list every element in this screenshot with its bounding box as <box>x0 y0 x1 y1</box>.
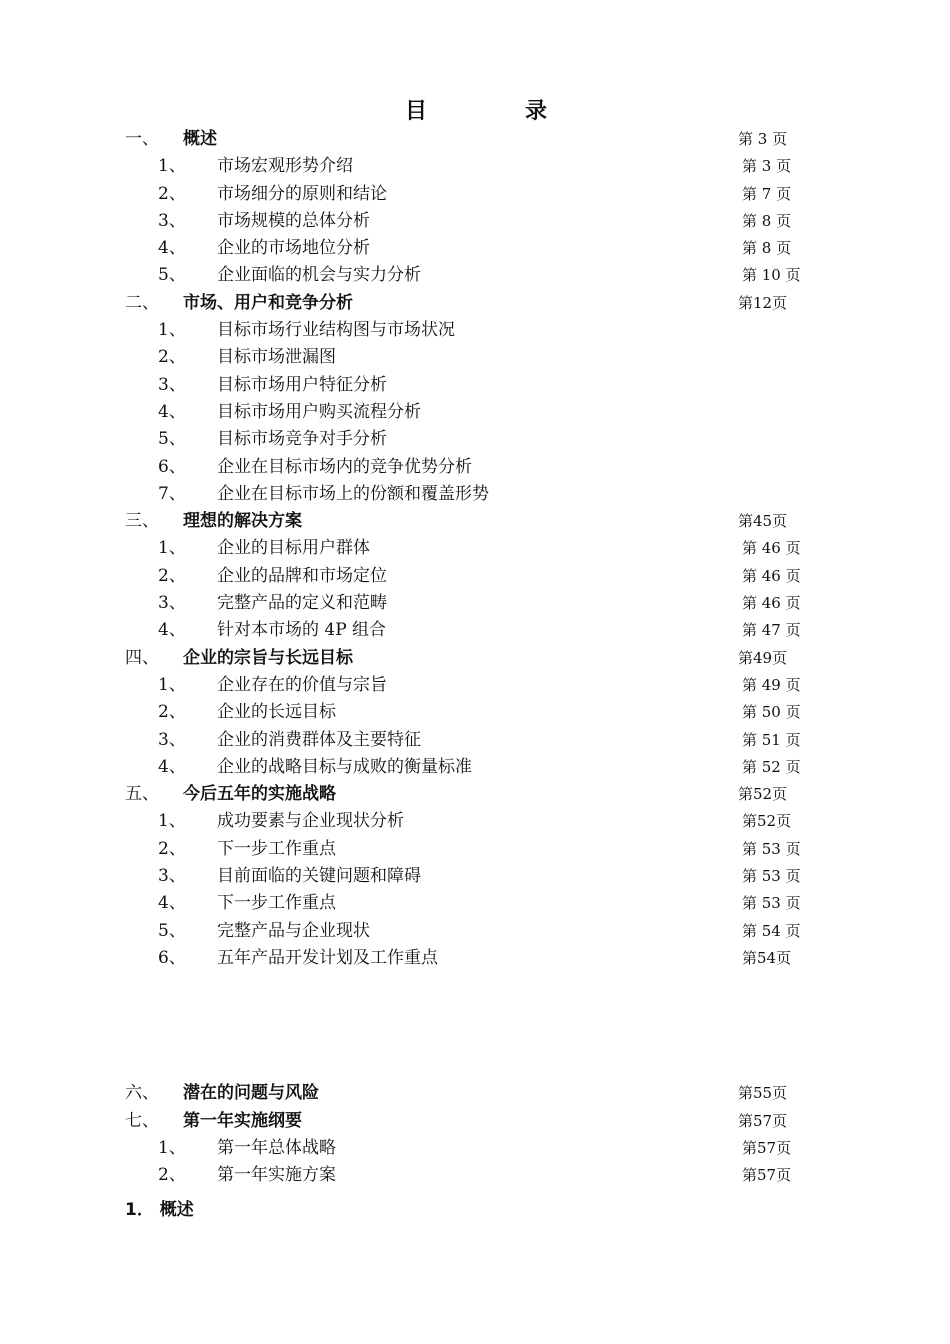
toc-entry-title: 市场宏观形势介绍 <box>217 156 353 177</box>
toc-entry-title: 第一年实施方案 <box>217 1165 336 1186</box>
toc-entry-number: 5、 <box>158 429 186 450</box>
toc-entry-number: 4、 <box>158 620 186 641</box>
toc-subsection-entry[interactable] <box>0 590 950 617</box>
toc-entry-page: 第 3 页 <box>738 130 788 148</box>
toc-entry-number: 1、 <box>158 156 186 177</box>
toc-entry-page: 第 7 页 <box>742 184 792 203</box>
toc-entry-page: 第12页 <box>738 293 788 312</box>
toc-entry-title: 企业的市场地位分析 <box>217 238 370 259</box>
toc-entry-number: 三、 <box>125 511 159 532</box>
toc-section-entry[interactable] <box>0 290 950 317</box>
toc-entry-page: 第 53 页 <box>742 894 801 913</box>
toc-entry-title: 企业在目标市场内的竞争优势分析 <box>217 456 472 477</box>
toc-entry-title: 企业面临的机会与实力分析 <box>217 265 421 286</box>
toc-entry-number: 3、 <box>158 729 186 750</box>
toc-entry-number: 2、 <box>158 347 186 368</box>
toc-entry-title: 理想的解决方案 <box>183 511 302 532</box>
toc-entry-page: 第 46 页 <box>742 539 801 558</box>
toc-subsection-entry[interactable] <box>0 836 950 863</box>
toc-entry-title: 概述 <box>183 129 217 149</box>
table-of-contents <box>0 126 950 1189</box>
toc-entry-title: 第一年总体战略 <box>217 1137 336 1158</box>
toc-entry-page: 第57页 <box>738 1111 788 1130</box>
toc-entry-number: 六、 <box>125 1083 159 1104</box>
toc-entry-number: 3、 <box>158 210 186 231</box>
toc-entry-title: 企业的品牌和市场定位 <box>217 565 387 586</box>
toc-subsection-entry[interactable] <box>0 399 950 426</box>
toc-subsection-entry[interactable] <box>0 153 950 180</box>
toc-subsection-entry[interactable] <box>0 1135 950 1162</box>
toc-entry-page: 第 46 页 <box>742 566 801 585</box>
toc-section-entry[interactable] <box>0 781 950 808</box>
toc-entry-number: 二、 <box>125 292 159 313</box>
toc-entry-title: 目前面临的关键问题和障碍 <box>217 866 421 887</box>
toc-entry-number: 1、 <box>158 674 186 695</box>
page-gap <box>0 972 950 1080</box>
toc-entry-page: 第57页 <box>742 1166 792 1185</box>
toc-entry-number: 1、 <box>158 320 186 341</box>
toc-entry-number: 4、 <box>158 756 186 777</box>
toc-subsection-entry[interactable] <box>0 1162 950 1189</box>
toc-entry-title: 目标市场用户购买流程分析 <box>217 401 421 422</box>
toc-entry-title: 企业的消费群体及主要特征 <box>217 729 421 750</box>
toc-subsection-entry[interactable] <box>0 344 950 371</box>
toc-entry-number: 7、 <box>158 483 186 504</box>
toc-list-part-1 <box>0 126 950 972</box>
toc-entry-title: 第一年实施纲要 <box>183 1110 302 1131</box>
toc-entry-number: 2、 <box>158 702 186 723</box>
toc-subsection-entry[interactable] <box>0 181 950 208</box>
toc-entry-page: 第 52 页 <box>742 757 801 776</box>
toc-entry-page: 第 3 页 <box>742 157 792 176</box>
toc-entry-number: 5、 <box>158 920 186 941</box>
toc-subsection-entry[interactable] <box>0 754 950 781</box>
toc-entry-title: 目标市场泄漏图 <box>217 347 336 368</box>
toc-entry-title: 目标市场竞争对手分析 <box>217 429 387 450</box>
toc-entry-number: 一、 <box>125 129 159 149</box>
toc-subsection-entry[interactable] <box>0 863 950 890</box>
toc-list-part-2 <box>0 1080 950 1189</box>
toc-entry-number: 4、 <box>158 238 186 259</box>
toc-entry-title: 五年产品开发计划及工作重点 <box>217 947 438 968</box>
toc-entry-title: 成功要素与企业现状分析 <box>217 811 404 832</box>
toc-entry-page: 第 54 页 <box>742 921 801 940</box>
toc-entry-page: 第 8 页 <box>742 211 792 230</box>
toc-subsection-entry[interactable] <box>0 918 950 945</box>
toc-entry-title: 企业存在的价值与宗旨 <box>217 674 387 695</box>
toc-subsection-entry[interactable] <box>0 208 950 235</box>
toc-section-entry[interactable] <box>0 1080 950 1107</box>
toc-entry-number: 5、 <box>158 265 186 286</box>
toc-entry-page: 第55页 <box>738 1084 788 1103</box>
toc-entry-number: 2、 <box>158 565 186 586</box>
toc-entry-page: 第52页 <box>738 785 788 804</box>
toc-entry-number: 3、 <box>158 374 186 395</box>
toc-entry-title: 针对本市场的 4P 组合 <box>217 620 387 641</box>
toc-entry-number: 四、 <box>125 647 159 668</box>
toc-entry-number: 1、 <box>158 811 186 832</box>
toc-entry-title: 潜在的问题与风险 <box>183 1083 319 1104</box>
toc-entry-title: 市场细分的原则和结论 <box>217 183 387 204</box>
toc-title: 目 录 <box>404 98 585 124</box>
toc-entry-title: 市场、用户和竞争分析 <box>183 292 353 313</box>
toc-section-entry[interactable] <box>0 645 950 672</box>
toc-subsection-entry[interactable] <box>0 454 950 481</box>
toc-subsection-entry[interactable] <box>0 808 950 835</box>
toc-entry-page: 第 51 页 <box>742 730 801 749</box>
toc-entry-number: 3、 <box>158 593 186 614</box>
toc-entry-number: 4、 <box>158 401 186 422</box>
toc-entry-number: 2、 <box>158 838 186 859</box>
toc-entry-page: 第54页 <box>742 948 792 967</box>
toc-entry-page: 第 10 页 <box>742 266 801 285</box>
toc-entry-number: 4、 <box>158 893 186 914</box>
toc-entry-page: 第 53 页 <box>742 839 801 858</box>
toc-entry-page: 第45页 <box>738 512 788 531</box>
toc-entry-title: 今后五年的实施战略 <box>183 784 336 805</box>
toc-entry-page: 第 47 页 <box>742 621 801 640</box>
toc-entry-title: 目标市场用户特征分析 <box>217 374 387 395</box>
toc-entry-title: 完整产品的定义和范畴 <box>217 593 387 614</box>
toc-entry-number: 1、 <box>158 538 186 559</box>
toc-subsection-entry[interactable] <box>0 563 950 590</box>
toc-subsection-entry[interactable] <box>0 372 950 399</box>
toc-entry-page: 第 8 页 <box>742 239 792 258</box>
toc-section-entry[interactable] <box>0 126 950 153</box>
toc-entry-page: 第57页 <box>742 1138 792 1157</box>
toc-entry-page: 第 50 页 <box>742 703 801 722</box>
toc-subsection-entry[interactable] <box>0 727 950 754</box>
toc-entry-title: 企业的战略目标与成败的衡量标准 <box>217 756 472 777</box>
toc-entry-page: 第 46 页 <box>742 594 801 613</box>
toc-subsection-entry[interactable] <box>0 945 950 972</box>
toc-subsection-entry[interactable] <box>0 617 950 644</box>
toc-entry-title: 企业的目标用户群体 <box>217 538 370 559</box>
toc-entry-number: 1、 <box>158 1137 186 1158</box>
toc-entry-number: 6、 <box>158 947 186 968</box>
toc-entry-number: 6、 <box>158 456 186 477</box>
toc-subsection-entry[interactable] <box>0 481 950 508</box>
toc-entry-title: 目标市场行业结构图与市场状况 <box>217 320 455 341</box>
toc-section-entry[interactable] <box>0 508 950 535</box>
toc-entry-number: 3、 <box>158 866 186 887</box>
toc-entry-number: 七、 <box>125 1110 159 1131</box>
toc-entry-title: 企业在目标市场上的份额和覆盖形势 <box>217 483 489 504</box>
toc-entry-title: 下一步工作重点 <box>217 838 336 859</box>
toc-subsection-entry[interactable] <box>0 426 950 453</box>
toc-subsection-entry[interactable] <box>0 699 950 726</box>
toc-subsection-entry[interactable] <box>0 235 950 262</box>
toc-subsection-entry[interactable] <box>0 672 950 699</box>
toc-entry-title: 下一步工作重点 <box>217 893 336 914</box>
toc-entry-number: 五、 <box>125 784 159 805</box>
toc-subsection-entry[interactable] <box>0 890 950 917</box>
toc-entry-number: 2、 <box>158 1165 186 1186</box>
toc-subsection-entry[interactable] <box>0 317 950 344</box>
toc-section-entry[interactable] <box>0 1108 950 1135</box>
toc-entry-page: 第 53 页 <box>742 867 801 886</box>
toc-entry-page: 第52页 <box>742 812 792 831</box>
toc-entry-title: 企业的宗旨与长远目标 <box>183 647 353 668</box>
toc-subsection-entry[interactable] <box>0 262 950 289</box>
toc-subsection-entry[interactable] <box>0 535 950 562</box>
toc-entry-page: 第 49 页 <box>742 675 801 694</box>
toc-entry-page: 第49页 <box>738 648 788 667</box>
toc-entry-title: 企业的长远目标 <box>217 702 336 723</box>
toc-entry-number: 2、 <box>158 183 186 204</box>
toc-entry-title: 市场规模的总体分析 <box>217 210 370 231</box>
section-heading: 1． 概述 <box>125 1200 194 1220</box>
toc-entry-title: 完整产品与企业现状 <box>217 920 370 941</box>
